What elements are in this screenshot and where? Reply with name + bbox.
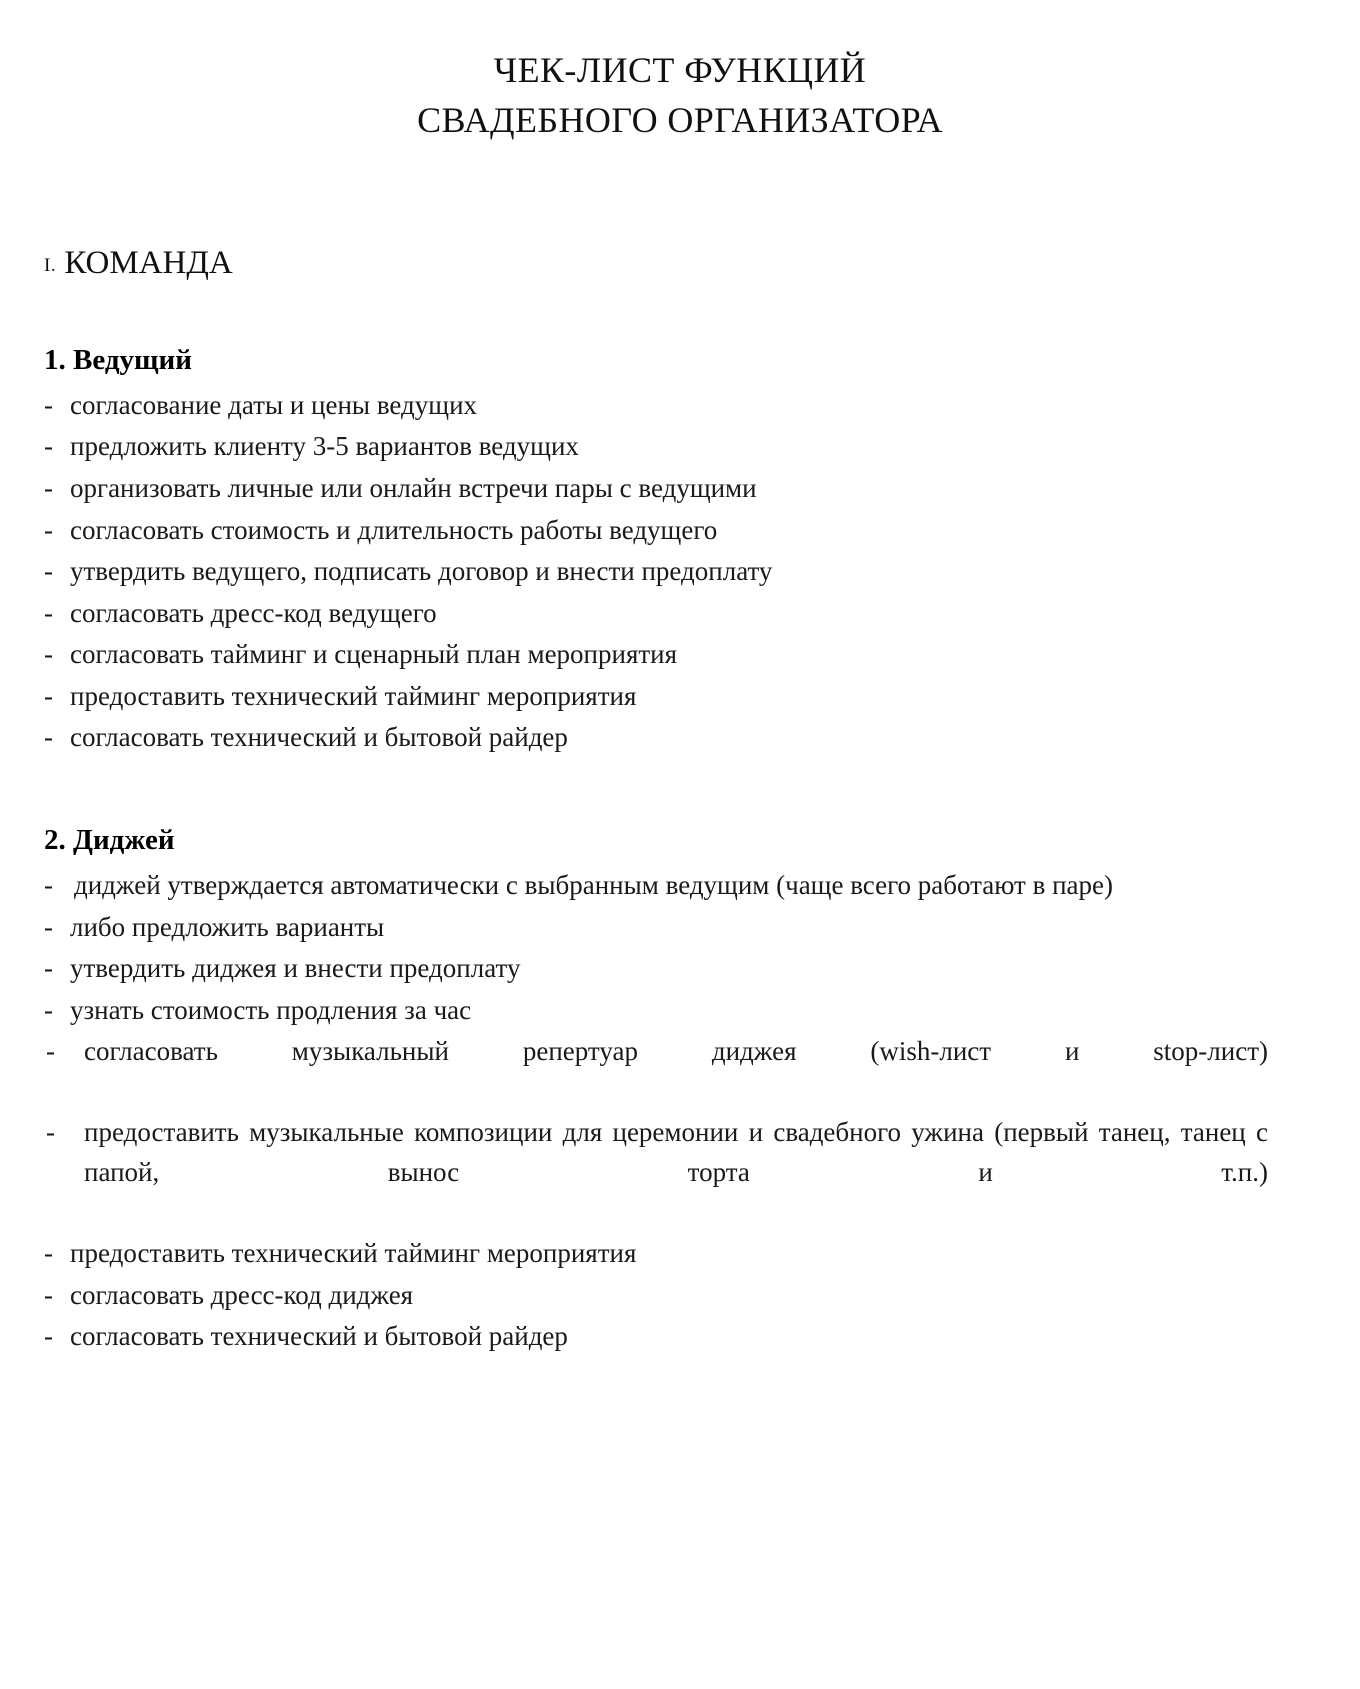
checklist-didzhey [44, 866, 1268, 1357]
list-item-text: согласовать тайминг и сценарный план мероприятия [70, 639, 678, 670]
list-item-text: согласовать дресс-код диджея [70, 1279, 414, 1310]
list-item [44, 949, 1268, 989]
page-title [0, 0, 1360, 145]
list-item [44, 1113, 1268, 1232]
list-item [44, 1032, 1268, 1111]
bullet-dash: - [44, 431, 53, 462]
bullet-dash: - [44, 1279, 53, 1310]
bullet-dash: - [44, 722, 53, 753]
list-item-text: согласование даты и цены ведущих [70, 389, 478, 420]
list-item-text: согласовать технический и бытовой райдер [70, 1321, 568, 1352]
list-item-text: утвердить ведущего, подписать договор и внести предоплату [70, 556, 773, 587]
bullet-dash: - [44, 1237, 53, 1268]
section-numeral: I. [44, 255, 57, 277]
group-heading: 1. Ведущий [44, 343, 192, 376]
list-item-text: предоставить технический тайминг мероприятия [70, 680, 637, 711]
list-item [44, 866, 1268, 906]
group-vedushiy [44, 342, 1268, 758]
section-heading-команда [44, 245, 1268, 281]
list-item-text: узнать стоимость продления за час [70, 994, 472, 1025]
bullet-dash: - [44, 911, 53, 942]
section-name: КОМАНДА [64, 245, 233, 282]
group-heading: 2. Диджей [44, 823, 175, 856]
bullet-dash: - [44, 953, 53, 984]
list-item-text: согласовать дресс-код ведущего [70, 597, 437, 628]
checklist-vedushiy [44, 386, 1268, 758]
bullet-dash: - [44, 597, 53, 628]
list-item [44, 511, 1268, 551]
list-item-text: утвердить диджея и внести предоплату [70, 953, 521, 984]
page-title-line-2: СВАДЕБНОГО ОРГАНИЗАТОРА [417, 99, 943, 140]
bullet-dash: - [44, 1321, 53, 1352]
list-item [44, 1317, 1268, 1357]
bullet-dash: - [46, 1036, 55, 1067]
list-item-text: согласовать стоимость и длительность работы ведущего [70, 514, 718, 545]
document-body [0, 245, 1360, 1356]
list-item [44, 469, 1268, 509]
list-item [44, 594, 1268, 634]
list-item [44, 386, 1268, 426]
list-item [44, 1276, 1268, 1316]
list-item [44, 552, 1268, 592]
list-item [44, 635, 1268, 675]
list-item [44, 908, 1268, 948]
bullet-dash: - [44, 514, 53, 545]
list-item-text: организовать личные или онлайн встречи пары с ведущими [70, 472, 757, 503]
list-item [44, 991, 1268, 1031]
list-item [44, 1234, 1268, 1274]
bullet-dash: - [44, 870, 53, 901]
list-item-text: предоставить музыкальные композиции для церемонии и свадебного ужина (первый танец, танец с папой, вынос торта и т.п.) [84, 1117, 1268, 1187]
list-item-text: согласовать музыкальный репертуар диджея (wish-лист и stop-лист) [84, 1036, 1268, 1067]
bullet-dash: - [44, 639, 53, 670]
list-item [44, 427, 1268, 467]
bullet-dash: - [44, 680, 53, 711]
list-item [44, 677, 1268, 717]
page-title-line-1: ЧЕК-ЛИСТ ФУНКЦИЙ [493, 50, 867, 90]
bullet-dash: - [44, 556, 53, 587]
bullet-dash: - [44, 472, 53, 503]
list-item [44, 718, 1268, 758]
bullet-dash: - [46, 1117, 55, 1148]
list-item-text: диджей утверждается автоматически с выбранным ведущим (чаще всего работают в паре) [74, 870, 1113, 901]
group-didzhey [44, 822, 1268, 1357]
list-item-text: либо предложить варианты [70, 911, 385, 942]
bullet-dash: - [44, 389, 53, 420]
list-item-text: предоставить технический тайминг мероприятия [70, 1237, 637, 1268]
bullet-dash: - [44, 994, 53, 1025]
list-item-text: предложить клиенту 3-5 вариантов ведущих [70, 431, 579, 462]
list-item-text: согласовать технический и бытовой райдер [70, 722, 568, 753]
